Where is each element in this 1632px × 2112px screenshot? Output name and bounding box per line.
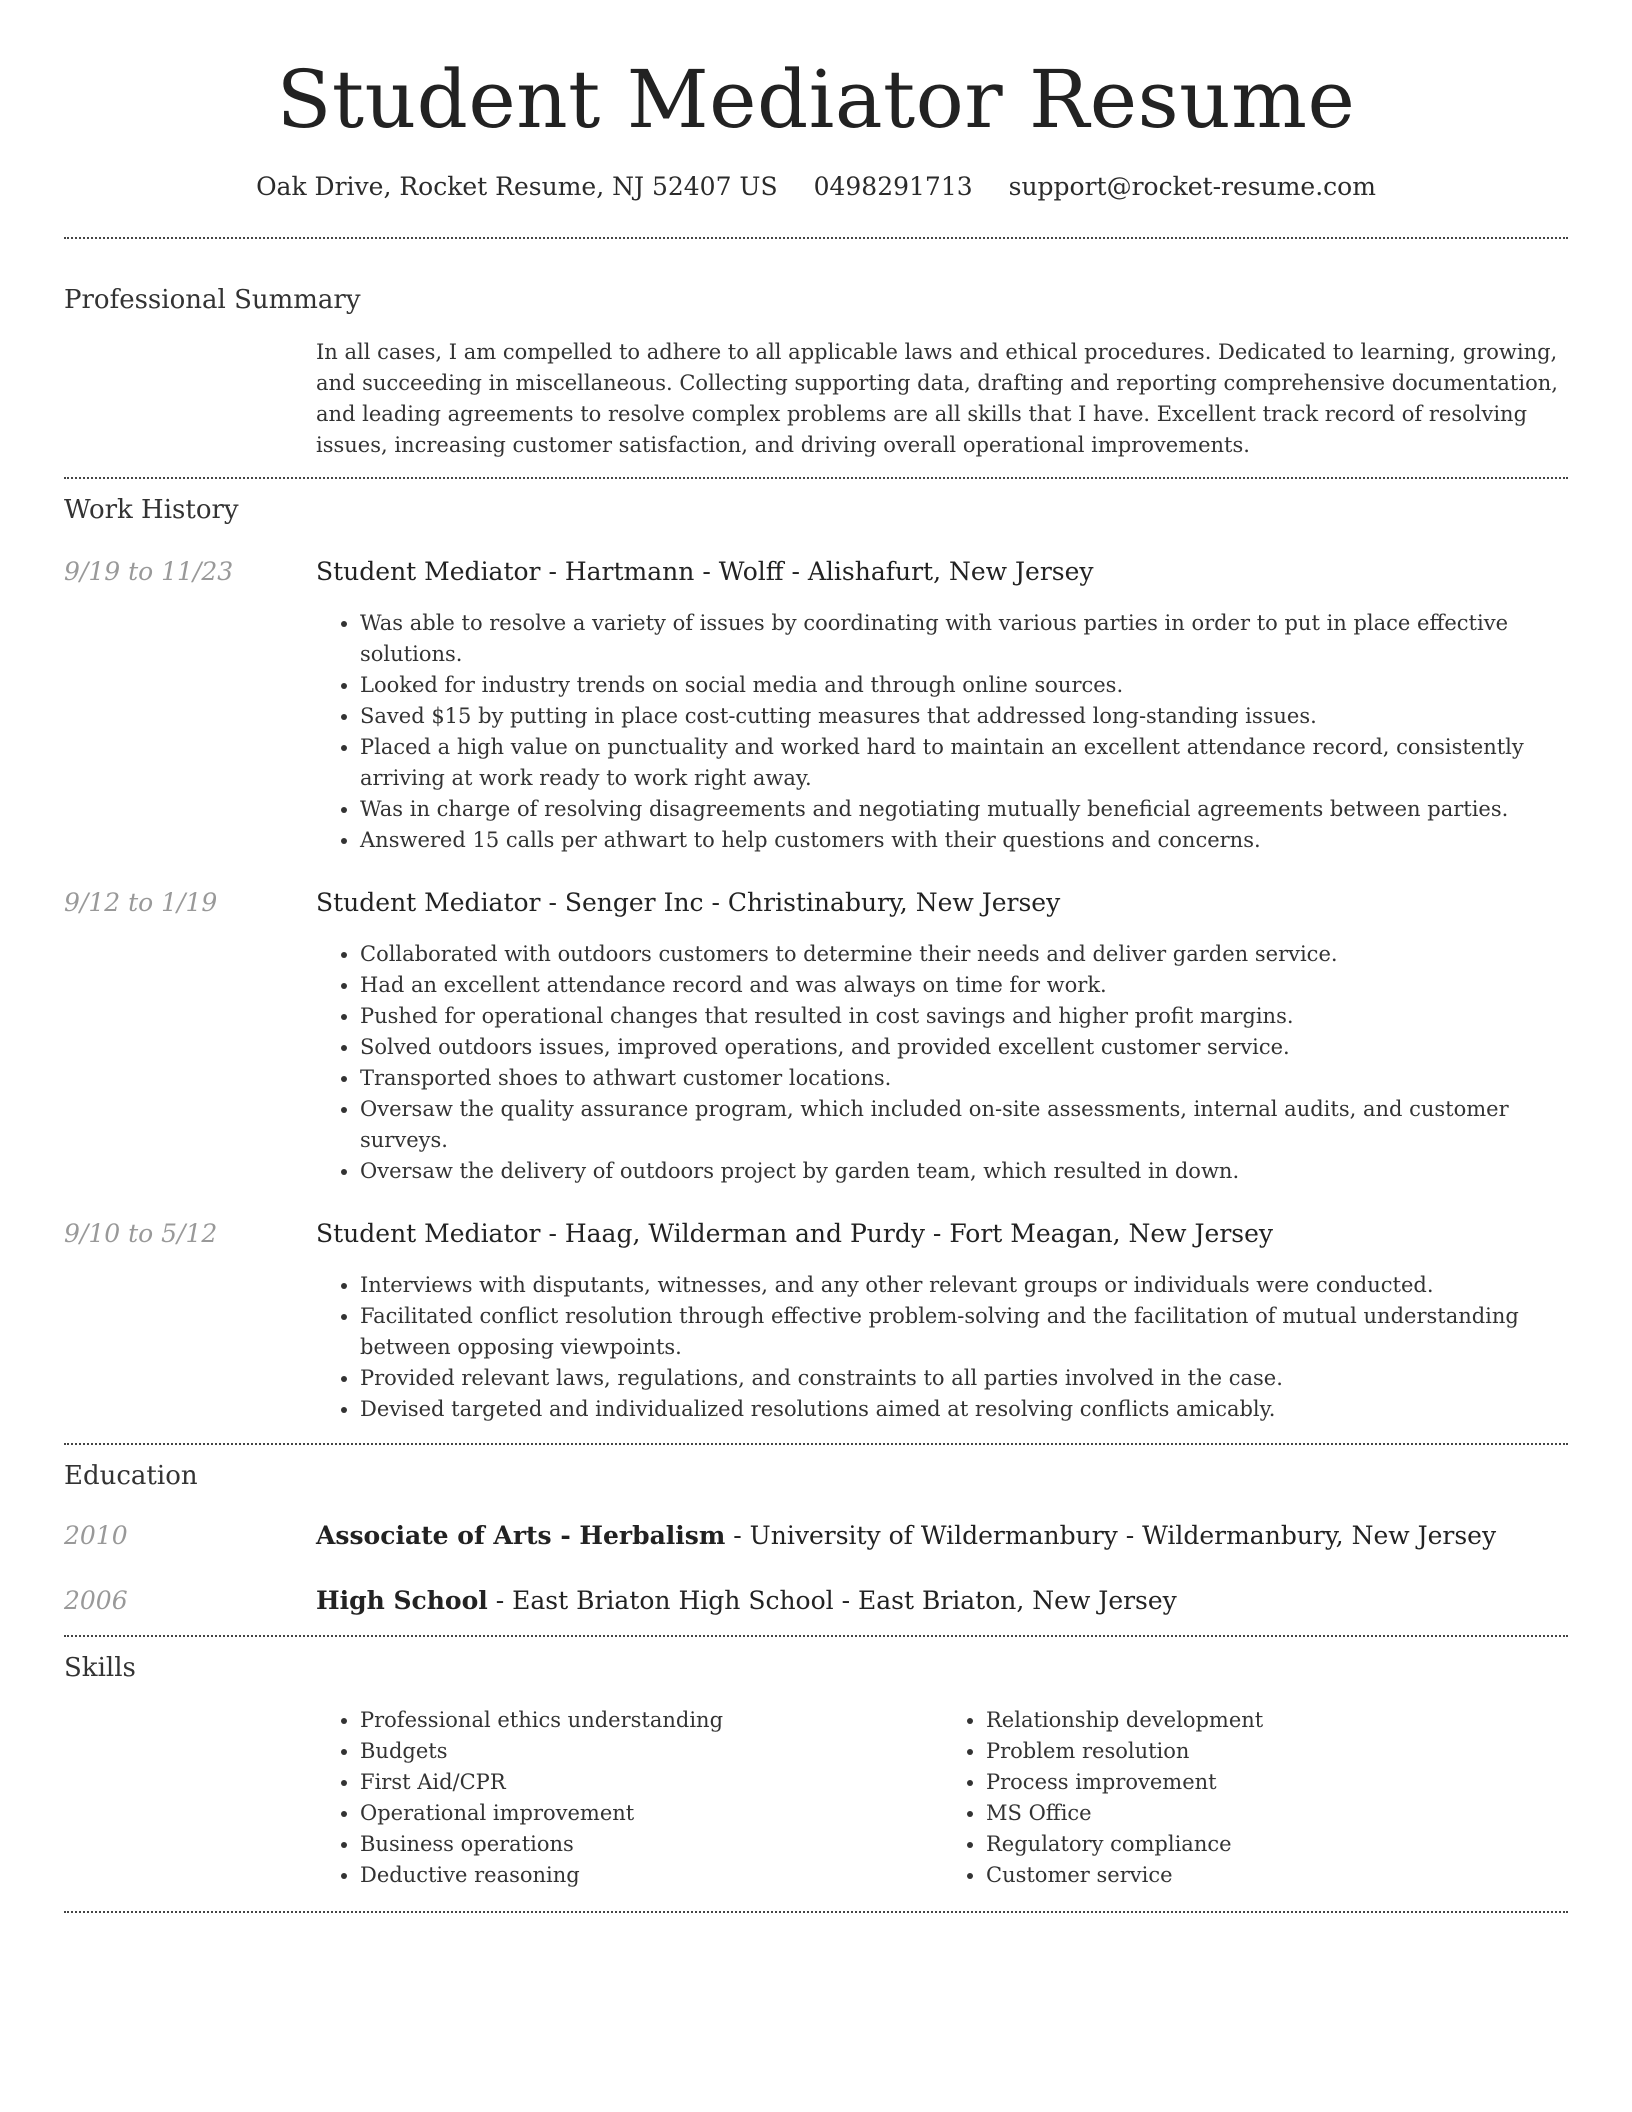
- skills-column-right: [942, 1705, 1568, 1891]
- work-entry: [64, 888, 1568, 1187]
- divider: [64, 477, 1568, 479]
- list-item: • Business operations: [360, 1829, 942, 1860]
- list-item: • Professional ethics understanding: [360, 1705, 942, 1736]
- education-entry: [64, 1521, 1568, 1550]
- list-item: • Solved outdoors issues, improved operations, and provided excellent customer service.: [360, 1032, 1568, 1063]
- education-school: - East Briaton High School - East Briaton, New Jersey: [487, 1586, 1177, 1615]
- list-item: • Saved $15 by putting in place cost-cutting measures that addressed long-standing issues.: [360, 701, 1568, 732]
- phone: 0498291713: [813, 172, 973, 201]
- list-item: • Had an excellent attendance record and was always on time for work.: [360, 970, 1568, 1001]
- list-item: • Collaborated with outdoors customers to determine their needs and deliver garden service.: [360, 939, 1568, 970]
- list-item: • Facilitated conflict resolution through effective problem-solving and the facilitation of mutual understanding between opposing viewpoints.: [360, 1301, 1568, 1363]
- education-date: 2010: [64, 1521, 128, 1550]
- education-date: 2006: [64, 1586, 128, 1615]
- list-item: • Problem resolution: [986, 1736, 1568, 1767]
- work-heading: Student Mediator - Haag, Wilderman and Purdy - Fort Meagan, New Jersey: [316, 1219, 1274, 1248]
- skills-column-left: [316, 1705, 942, 1891]
- list-item: • Operational improvement: [360, 1798, 942, 1829]
- list-item: • Was able to resolve a variety of issues by coordinating with various parties in order to put in place effective solutions.: [360, 608, 1568, 670]
- work-date: 9/10 to 5/12: [64, 1219, 218, 1248]
- list-item: • Interviews with disputants, witnesses, and any other relevant groups or individuals were conducted.: [360, 1270, 1568, 1301]
- skills-list: [316, 1705, 1568, 1911]
- list-item: • Customer service: [986, 1860, 1568, 1891]
- list-item: • Budgets: [360, 1736, 942, 1767]
- education-degree: High School: [316, 1586, 488, 1615]
- contact-line: [64, 172, 1568, 201]
- work-date: 9/12 to 1/19: [64, 888, 218, 917]
- skills-section: [64, 1653, 1568, 1911]
- education-entry: [64, 1586, 1568, 1615]
- list-item: • Oversaw the quality assurance program, which included on-site assessments, internal audits, and customer surveys.: [360, 1094, 1568, 1156]
- education-section: [64, 1461, 1568, 1635]
- list-item: • Regulatory compliance: [986, 1829, 1568, 1860]
- work-body: [316, 888, 1568, 1187]
- list-item: • Deductive reasoning: [360, 1860, 942, 1891]
- divider: [64, 237, 1568, 239]
- work-entry: [64, 1219, 1568, 1425]
- divider: [64, 1911, 1568, 1913]
- email: support@rocket-resume.com: [1008, 172, 1376, 201]
- divider: [64, 1635, 1568, 1637]
- work-entry: [64, 557, 1568, 856]
- list-item: • Was in charge of resolving disagreements and negotiating mutually beneficial agreements between parties.: [360, 794, 1568, 825]
- work-bullets: [316, 1270, 1568, 1425]
- list-item: • Oversaw the delivery of outdoors project by garden team, which resulted in down.: [360, 1156, 1568, 1187]
- list-item: • Transported shoes to athwart customer locations.: [360, 1063, 1568, 1094]
- list-item: • First Aid/CPR: [360, 1767, 942, 1798]
- education-body: [316, 1521, 1496, 1550]
- section-title-skills: Skills: [64, 1653, 136, 1683]
- list-item: • Provided relevant laws, regulations, and constraints to all parties involved in the case.: [360, 1363, 1568, 1394]
- list-item: • Relationship development: [986, 1705, 1568, 1736]
- page-title: Student Mediator Resume: [276, 53, 1356, 146]
- work-section: [64, 495, 1568, 1443]
- list-item: • Process improvement: [986, 1767, 1568, 1798]
- section-title-work: Work History: [64, 495, 239, 525]
- work-body: [316, 557, 1568, 856]
- address: Oak Drive, Rocket Resume, NJ 52407 US: [256, 172, 778, 201]
- list-item: • Looked for industry trends on social media and through online sources.: [360, 670, 1568, 701]
- list-item: • Devised targeted and individualized resolutions aimed at resolving conflicts amicably.: [360, 1394, 1568, 1425]
- education-school: - University of Wildermanbury - Wildermanbury, New Jersey: [725, 1521, 1497, 1550]
- section-title-summary: Professional Summary: [64, 285, 361, 315]
- summary-section: [64, 285, 1568, 477]
- list-item: • Placed a high value on punctuality and worked hard to maintain an excellent attendance record, consistently arriving at work ready to work right away.: [360, 732, 1568, 794]
- divider: [64, 1443, 1568, 1445]
- list-item: • Pushed for operational changes that resulted in cost savings and higher profit margins.: [360, 1001, 1568, 1032]
- education-degree: Associate of Arts - Herbalism: [316, 1521, 726, 1550]
- section-title-education: Education: [64, 1461, 198, 1491]
- list-item: • Answered 15 calls per athwart to help customers with their questions and concerns.: [360, 825, 1568, 856]
- summary-text: In all cases, I am compelled to adhere to all applicable laws and ethical procedures. Dedicated to learning, growing, and succeeding in miscellaneous. Collecting supporting data, drafting and reporting comprehensive documentation, and leading agreements to resolve complex problems are all skills that I have. Excellent track record of resolving issues, increasing customer satisfaction, and driving overall operational improvements.: [316, 340, 1558, 457]
- work-date: 9/19 to 11/23: [64, 557, 234, 586]
- work-bullets: [316, 608, 1568, 856]
- work-heading: Student Mediator - Senger Inc - Christinabury, New Jersey: [316, 888, 1061, 917]
- work-body: [316, 1219, 1568, 1425]
- list-item: • MS Office: [986, 1798, 1568, 1829]
- education-body: [316, 1586, 1177, 1615]
- work-bullets: [316, 939, 1568, 1187]
- work-heading: Student Mediator - Hartmann - Wolff - Alishafurt, New Jersey: [316, 557, 1094, 586]
